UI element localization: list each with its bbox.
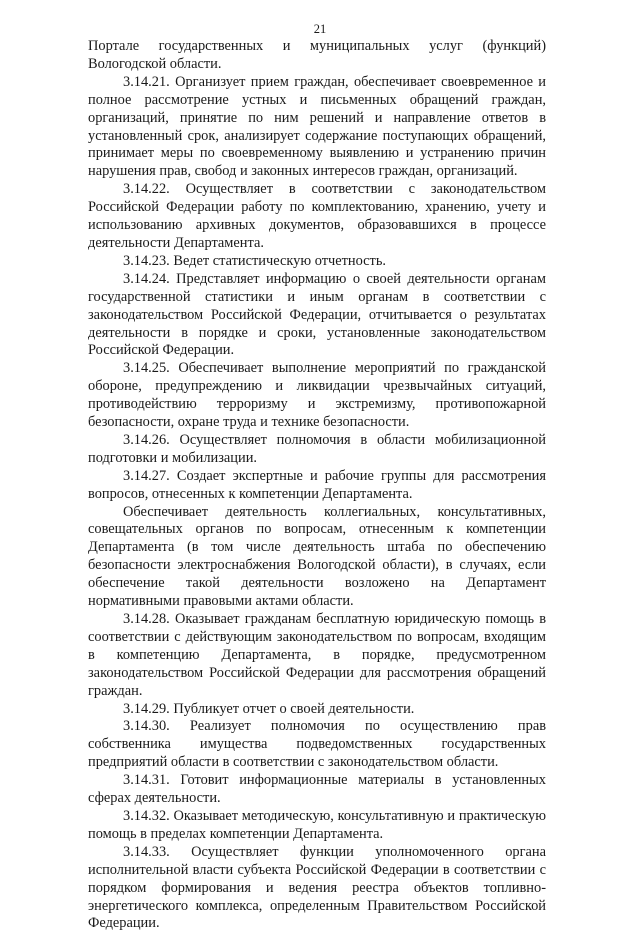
paragraph: 3.14.24. Представляет информацию о своей деятельности органам государственной статистики и иным органам в соответствии с законодательством Российской Федерации, отчитывается о результатах деятельности в порядке и сроки, установленные законодательством Российской Федерации. <box>88 270 546 359</box>
paragraph: 3.14.29. Публикует отчет о своей деятельности. <box>123 700 415 717</box>
paragraph: 3.14.30. Реализует полномочия по осуществлению прав собственника имущества подведомственных государственных предприятий области в соответствии с законодательством области. <box>88 718 546 771</box>
paragraph: 3.14.28. Оказывает гражданам бесплатную юридическую помощь в соответствии с действующим законодательством по вопросам, входящим в компетенцию Департамента, в порядке, предусмотренном законодательством Российской Федерации для рассмотрения обращений граждан. <box>88 611 546 699</box>
paragraph: 3.14.26. Осуществляет полномочия в области мобилизационной подготовки и мобилизации. <box>88 431 546 466</box>
paragraph: Обеспечивает деятельность коллегиальных, консультативных, совещательных органов по вопросам, отнесенным к компетенции Департамента (в том числе деятельность штаба по обеспечению безопасности электроснабжения Вологодской области), в случаях, если обеспечение такой деятельности возложено на Департамент нормативными правовыми актами области. <box>88 503 546 610</box>
paragraph: 3.14.27. Создает экспертные и рабочие группы для рассмотрения вопросов, отнесенных к компетенции Департамента. <box>88 467 546 502</box>
document-body <box>88 38 546 933</box>
paragraph: 3.14.31. Готовит информационные материалы в установленных сферах деятельности. <box>88 772 546 807</box>
paragraph: 3.14.21. Организует прием граждан, обеспечивает своевременное и полное рассмотрение устных и письменных обращений граждан, организаций, принятие по ним решений и направление ответов в установленный срок, анализирует содержание поступающих обращений, принимает меры по своевременному выявлению и устранению причин нарушения прав, свобод и законных интересов граждан, организаций. <box>88 73 546 180</box>
paragraph: Портале государственных и муниципальных услуг (функций) Вологодской области. <box>88 38 546 72</box>
paragraph: 3.14.25. Обеспечивает выполнение мероприятий по гражданской обороне, предупреждению и ликвидации чрезвычайных ситуаций, противодействию терроризму и экстремизму, противопожарной безопасности, охране труда и технике безопасности. <box>88 360 546 431</box>
paragraph: 3.14.33. Осуществляет функции уполномоченного органа исполнительной власти субъекта Российской Федерации в соответствии с порядком формирования и ведения реестра объектов топливно-энергетического комплекса, определенным Правительством Российской Федерации. <box>88 843 546 932</box>
paragraph: 3.14.32. Оказывает методическую, консультативную и практическую помощь в пределах компетенции Департамента. <box>88 807 546 842</box>
paragraph: 3.14.23. Ведет статистическую отчетность. <box>123 252 386 269</box>
page-number: 21 <box>313 22 327 36</box>
paragraph: 3.14.22. Осуществляет в соответствии с законодательством Российской Федерации работу по комплектованию, хранению, учету и использованию архивных документов, образовавшихся в процессе деятельности Департамента. <box>88 181 546 251</box>
